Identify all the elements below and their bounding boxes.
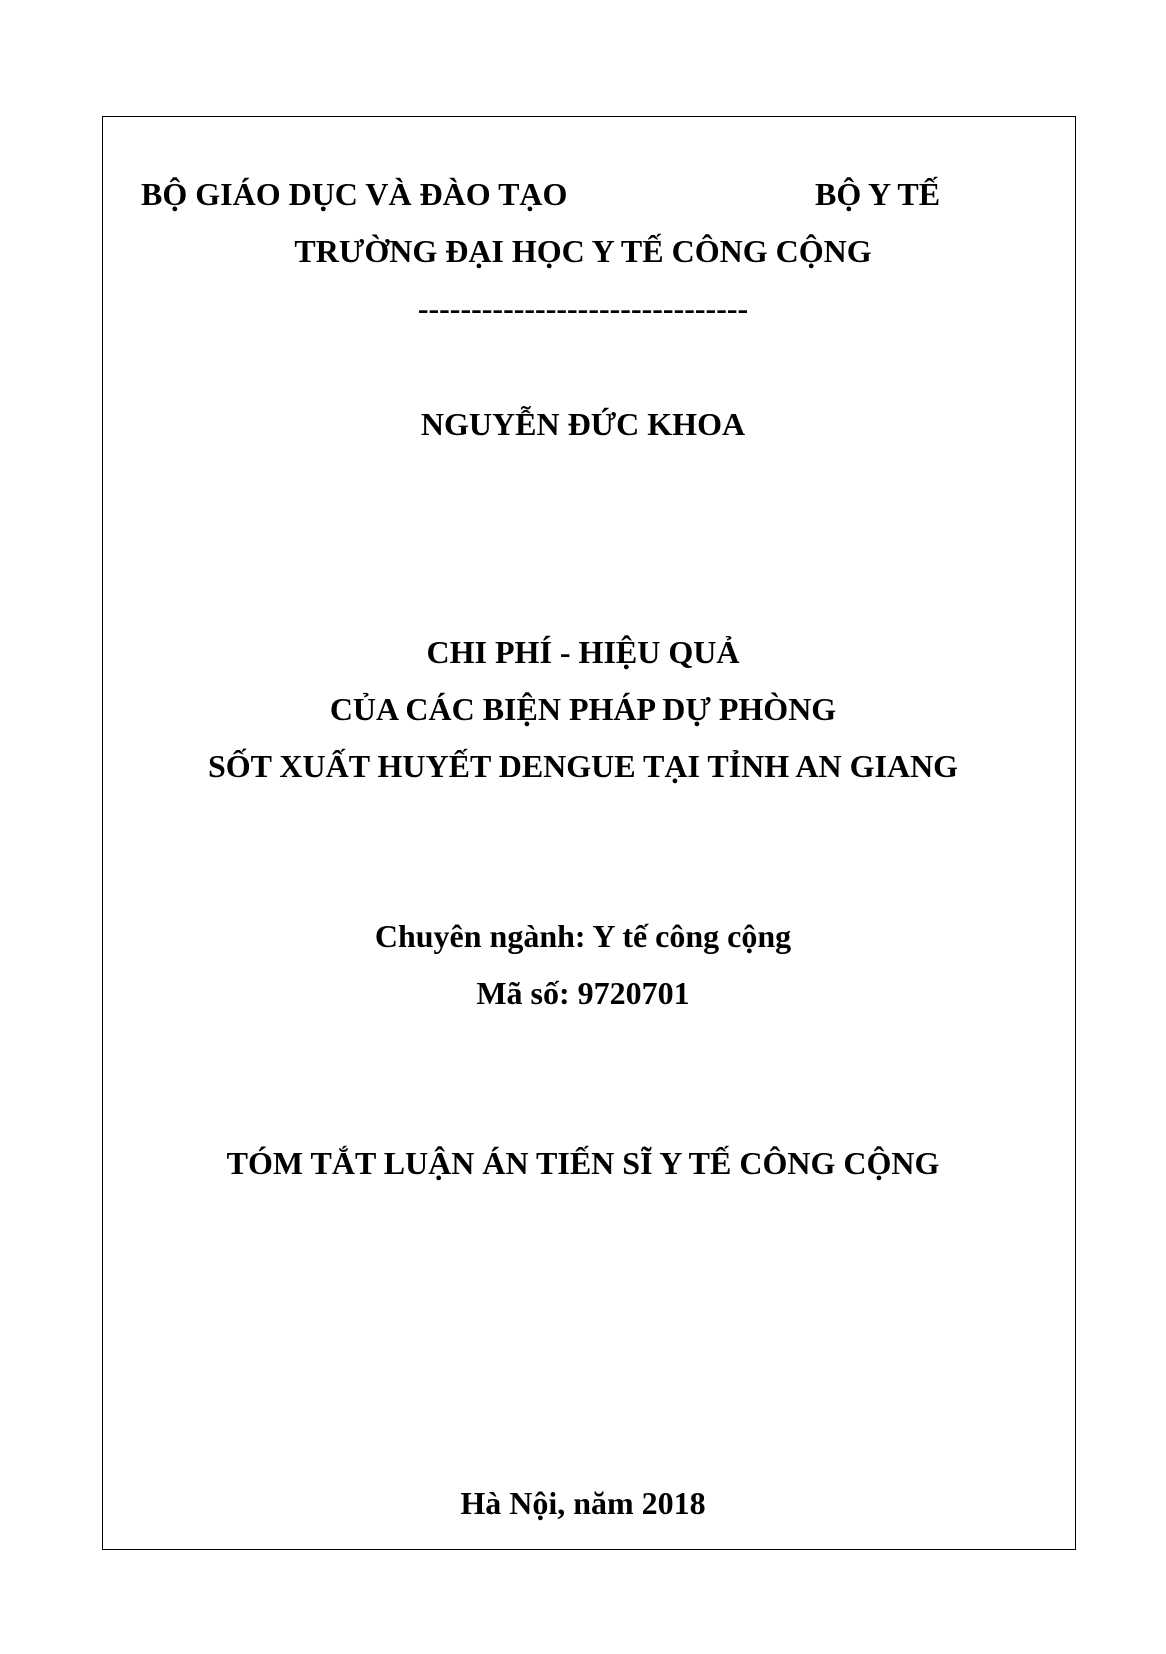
specialty-major: Chuyên ngành: Y tế công cộng xyxy=(374,918,792,954)
university-name: TRƯỜNG ĐẠI HỌC Y TẾ CÔNG CỘNG xyxy=(294,233,872,269)
page-border xyxy=(102,116,1076,1550)
specialty-code: Mã số: 9720701 xyxy=(476,975,690,1011)
author-name: NGUYỄN ĐỨC KHOA xyxy=(420,406,746,442)
ministry-of-health: BỘ Y TẾ xyxy=(815,176,941,212)
thesis-title-line-3: SỐT XUẤT HUYẾT DENGUE TẠI TỈNH AN GIANG xyxy=(207,748,959,784)
thesis-title-line-2: CỦA CÁC BIỆN PHÁP DỰ PHÒNG xyxy=(329,691,837,727)
header-separator: ------------------------------- xyxy=(417,290,749,326)
document-type: TÓM TẮT LUẬN ÁN TIẾN SĨ Y TẾ CÔNG CỘNG xyxy=(226,1145,940,1181)
ministry-of-education: BỘ GIÁO DỤC VÀ ĐÀO TẠO xyxy=(141,176,568,212)
thesis-title-line-1: CHI PHÍ - HIỆU QUẢ xyxy=(426,634,740,670)
place-and-year: Hà Nội, năm 2018 xyxy=(460,1485,706,1521)
